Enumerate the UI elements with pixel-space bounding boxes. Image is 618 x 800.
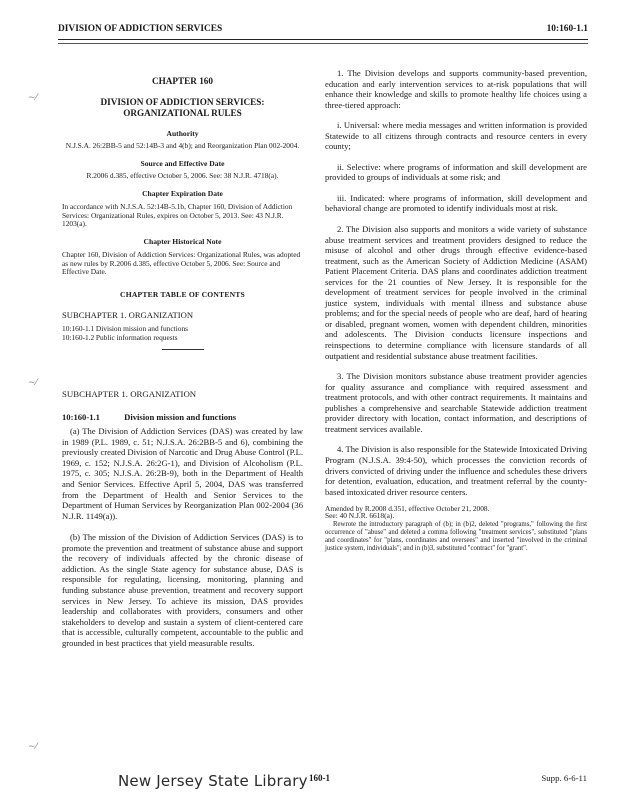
paragraph-1-ii: ii. Selective: where programs of information and skill development are provided to groups of individuals at some risk; and [325,161,587,183]
supplement-date: Supp. 6-6-11 [541,773,587,783]
amendment-line: Amended by R.2008 d.351, effective October 21, 2008. [325,504,490,514]
expiration-text: In accordance with N.J.S.A. 52:14B-5.1b, Chapter 160, Division of Addiction Services: Organizational Rules, expires on October 5, 2013. See: 43 N.J.R. 1203(a). [62,201,293,229]
historical-text: Chapter 160, Division of Addiction Services: Organizational Rules, was adopted as new rules by R.2006 d.385, effective October 5, 2006. See: Source and Effective Date. [62,249,301,277]
margin-mark: ∼⁄ [28,378,38,388]
running-header [58,24,588,38]
paragraph-4: 4. The Division is also responsible for the Statewide Intoxicated Driving Program (N.J.S.A. 39:4-50), which processes the conviction records of drivers convicted of driving under the influence and schedules these drivers for detention, evaluation, education, and treatment referral by the county-based intoxicated driver resource centers. [325,444,587,497]
library-watermark: New Jersey State Library [118,772,308,790]
chapter-title: DIVISION OF ADDICTION SERVICES: ORGANIZATIONAL RULES [100,96,265,118]
right-column [325,68,587,553]
separator-rule [162,349,204,350]
header-title: DIVISION OF ADDICTION SERVICES [58,24,223,34]
toc-title: CHAPTER TABLE OF CONTENTS [120,290,245,300]
source-heading: Source and Effective Date [140,158,225,168]
amendment-reference: See: 40 N.J.R. 6618(a). [325,510,395,520]
authority-heading: Authority [166,128,199,138]
amendment-note: Rewrote the introductory paragraph of (b); in (b)2, deleted "programs," following the first occurrence of "abuse" and deleted a comma following "treatment services", substituted "plans and coordinates" for "plans, coordinates and oversees" and inserted "involved in the criminal justice system, individuals"; and in (b)3, substituted "contract" for "grant". [325,520,587,552]
section-number: 10:160-1.1 [62,411,100,422]
header-section-number: 10:160-1.1 [546,24,588,34]
left-column [62,68,303,648]
subchapter-heading: SUBCHAPTER 1. ORGANIZATION [62,389,197,400]
source-text: R.2006 d.385, effective October 5, 2006. See: 38 N.J.R. 4718(a). [86,171,279,181]
paragraph-2: 2. The Division also supports and monitors a wide variety of substance abuse treatment services and treatment providers designed to reduce the misuse of alcohol and other drugs through effective evidence-based treatment, such as the American Society of Addiction Medicine (ASAM) Patient Placement Criteria. DAS plans and coordinates addiction treatment services for the 21 counties of New Jersey. It is responsible for the development of treatment services for people involved in the criminal justice system, individuals with mental illness and substance abuse problems; and for the special needs of people who are deaf, hard of hearing or disabled, pregnant women, women with dependent children, minorities and adolescents. The Division conducts licensure inspections and reinspections to determine compliance with licensure standards of all outpatient and residential substance abuse treatment facilities. [325,224,587,361]
authority-text: N.J.S.A. 26:2BB-5 and 52:14B-3 and 4(b); and Reorganization Plan 002-2004. [65,141,300,151]
toc-item[interactable] [62,324,303,333]
toc-item-title: Division mission and functions [95,324,189,334]
page-number: 160-1 [309,773,330,783]
paragraph-1-i: i. Universal: where media messages and written information is provided Statewide to all citizens through contracts and resource centers in every county; [325,120,587,152]
header-rule [58,39,588,40]
margin-mark: ∼⁄ [28,93,38,103]
paragraph-1: 1. The Division develops and supports community-based prevention, education and early intervention services to at-risk populations that will enhance their knowledge and skills to promote healthy life choices using a three-tiered approach: [325,68,587,110]
toc-subchapter: SUBCHAPTER 1. ORGANIZATION [62,309,194,320]
header-rule-thin [58,43,588,44]
paragraph-a: (a) The Division of Addiction Services (DAS) was created by law in 1989 (P.L. 1989, c. 51; N.J.S.A. 26:2BB-5 and 6), combining the previously created Division of Narcotic and Drug Abuse Control (P.L. 1969, c. 152; N.J.S.A. 26:2G-1), and Division of Alcoholism (P.L. 1975, c. 305; N.J.S.A. 26:2B-9), both in the Department of Health and Senior Services. Effective April 5, 2004, DAS was transferred from the Department of Health and Senior Services to the Department of Human Services by Reorganization Plan 002-2004 (36 N.J.R. 1149(a)). [62,426,303,521]
toc-item[interactable] [62,333,303,342]
paragraph-1-iii: iii. Indicated: where programs of information, skill development and behavioral change are promoted to identify individuals most at risk. [325,192,587,214]
paragraph-b: (b) The mission of the Division of Addiction Services (DAS) is to promote the prevention and treatment of substance abuse and support the recovery of individuals affected by the chronic disease of addiction. As the single State agency for substance abuse, DAS is responsible for regulating, licensing, monitoring, planning and funding substance abuse prevention, treatment and recovery support services in New Jersey. To achieve its mission, DAS provides leadership and collaborates with providers, consumers and other stakeholders to develop and sustain a system of client-centered care that is accessible, culturally competent, accountable to the public and grounded in best practices that yield measurable results. [62,532,303,648]
chapter-number: CHAPTER 160 [152,76,213,86]
historical-heading: Chapter Historical Note [143,237,222,247]
expiration-heading: Chapter Expiration Date [142,189,223,199]
toc-item-title: Public information requests [95,333,178,343]
toc-item-number: 10:160-1.2 [62,333,95,343]
margin-mark: ∼⁄ [28,742,38,752]
paragraph-3: 3. The Division monitors substance abuse treatment provider agencies for quality assurance and compliance with required assessment and treatment protocols, and with other contract requirements. It maintains and publishes a comprehensive and searchable Statewide addiction treatment provider directory with location, contact information, and descriptions of treatment services available. [325,371,587,434]
section-title: Division mission and functions [124,411,237,422]
section-heading [62,412,303,423]
toc-item-number: 10:160-1.1 [62,324,95,334]
